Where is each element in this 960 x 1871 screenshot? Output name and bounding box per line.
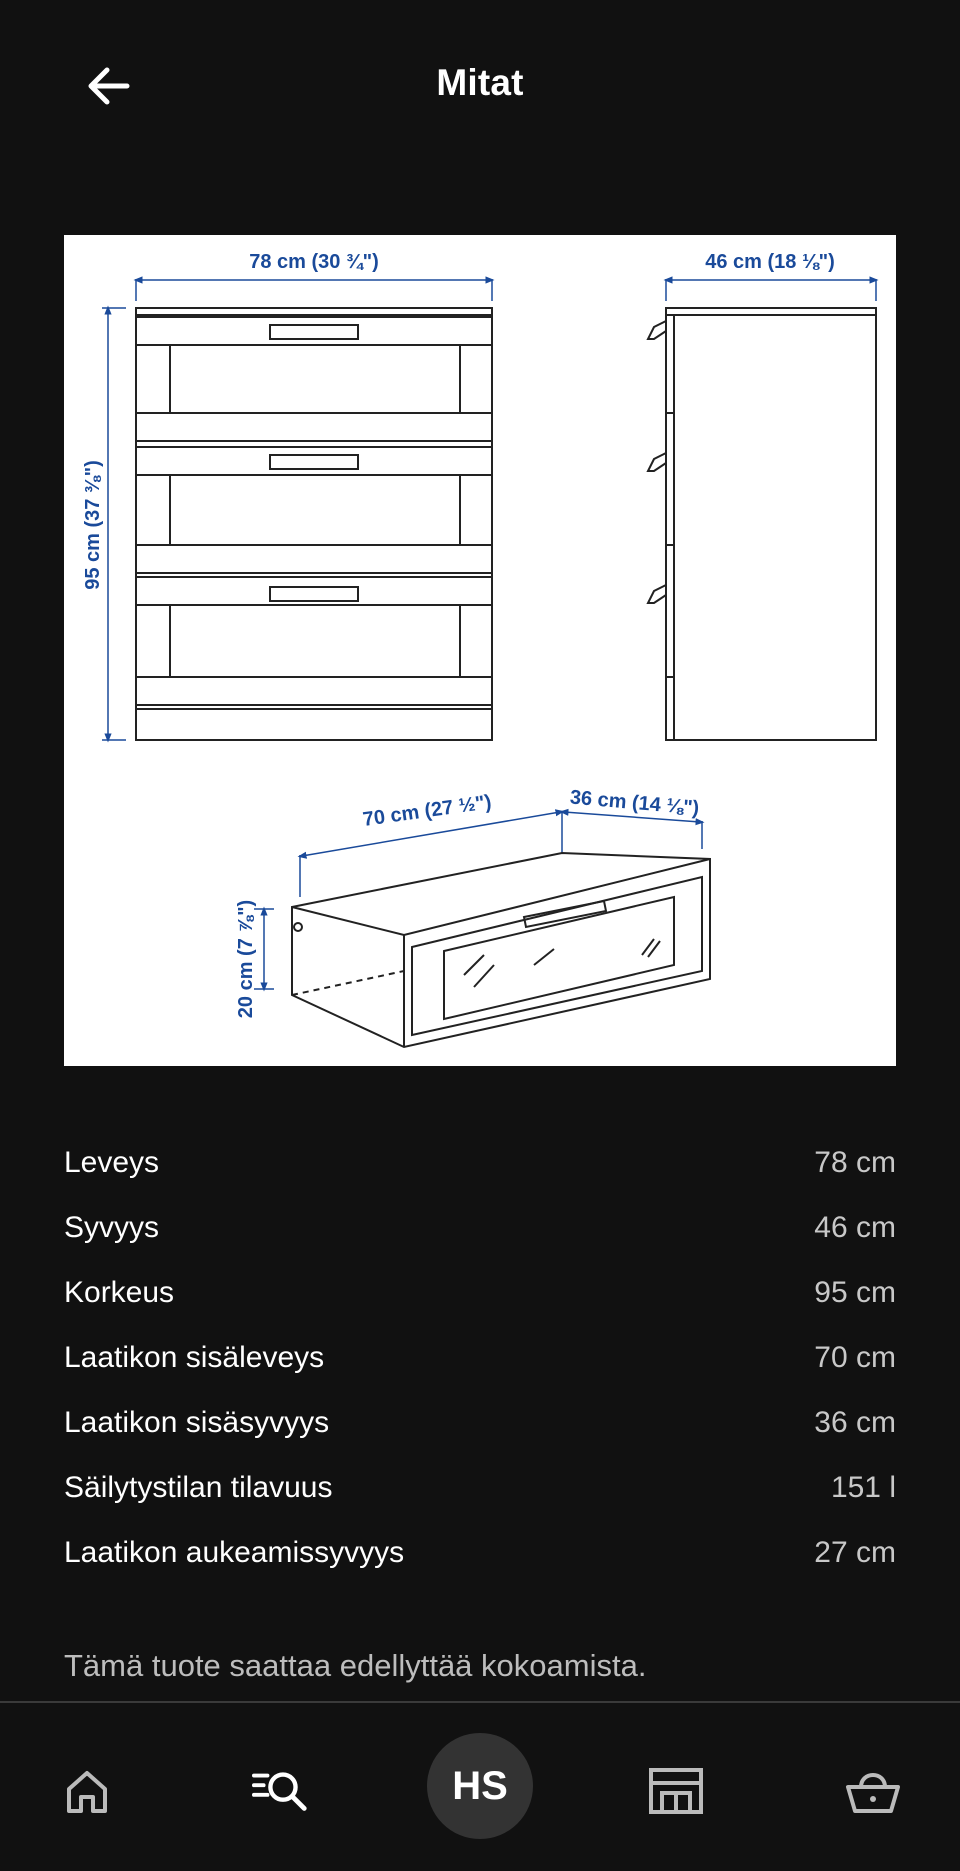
spec-label: Korkeus bbox=[64, 1275, 175, 1309]
front-width-dimension bbox=[136, 251, 492, 301]
spec-row-width bbox=[64, 1130, 896, 1195]
spec-value: 151 l bbox=[830, 1470, 896, 1504]
spec-label: Säilytystilan tilavuus bbox=[64, 1470, 333, 1504]
drawer-width-label: 70 cm (27 ½") bbox=[361, 791, 493, 831]
chest-front-view bbox=[136, 308, 492, 740]
spec-row-drawer-inner-depth bbox=[64, 1390, 896, 1455]
store-icon bbox=[648, 1767, 704, 1815]
nav-home[interactable] bbox=[57, 1761, 117, 1821]
spec-label: Laatikon sisäsyvyys bbox=[64, 1405, 330, 1439]
nav-profile-avatar[interactable]: HS bbox=[427, 1733, 533, 1839]
spec-row-drawer-opening-depth bbox=[64, 1520, 896, 1585]
nav-search[interactable] bbox=[252, 1761, 312, 1821]
nav-basket[interactable] bbox=[843, 1761, 903, 1821]
home-icon bbox=[63, 1767, 111, 1815]
spec-label: Laatikon sisäleveys bbox=[64, 1340, 325, 1374]
assembly-note: Tämä tuote saattaa edellyttää kokoamista. bbox=[64, 1648, 647, 1683]
spec-value: 95 cm bbox=[814, 1275, 896, 1309]
spec-row-storage-volume bbox=[64, 1455, 896, 1520]
drawer-dimensions bbox=[235, 786, 702, 1018]
search-list-icon bbox=[252, 1767, 312, 1815]
height-label: 95 cm (37 ⅜") bbox=[82, 460, 104, 590]
spec-row-height bbox=[64, 1260, 896, 1325]
chest-side-view bbox=[648, 308, 876, 740]
specs-list bbox=[64, 1130, 896, 1585]
page-title: Mitat bbox=[436, 62, 524, 103]
spec-label: Leveys bbox=[64, 1145, 160, 1179]
header bbox=[0, 0, 960, 172]
spec-value: 27 cm bbox=[814, 1535, 896, 1569]
nav-store[interactable] bbox=[646, 1761, 706, 1821]
drawer-illustration bbox=[292, 853, 710, 1047]
spec-label: Syvyys bbox=[64, 1210, 160, 1244]
spec-row-depth bbox=[64, 1195, 896, 1260]
bottom-nav bbox=[0, 1701, 960, 1871]
drawer-height-label: 20 cm (7 ⅞") bbox=[235, 899, 257, 1019]
spec-value: 46 cm bbox=[814, 1210, 896, 1244]
side-depth-label: 46 cm (18 ⅛") bbox=[705, 251, 835, 273]
basket-icon bbox=[845, 1767, 901, 1815]
front-width-label: 78 cm (30 ¾") bbox=[249, 251, 379, 273]
spec-value: 78 cm bbox=[814, 1145, 896, 1179]
spec-value: 36 cm bbox=[814, 1405, 896, 1439]
dimension-diagram bbox=[64, 235, 896, 1066]
side-depth-dimension bbox=[666, 251, 876, 301]
drawer-depth-label: 36 cm (14 ⅛") bbox=[569, 786, 701, 820]
spec-value: 70 cm bbox=[814, 1340, 896, 1374]
height-dimension bbox=[82, 308, 126, 740]
spec-row-drawer-inner-width bbox=[64, 1325, 896, 1390]
spec-label: Laatikon aukeamissyvyys bbox=[64, 1535, 405, 1569]
